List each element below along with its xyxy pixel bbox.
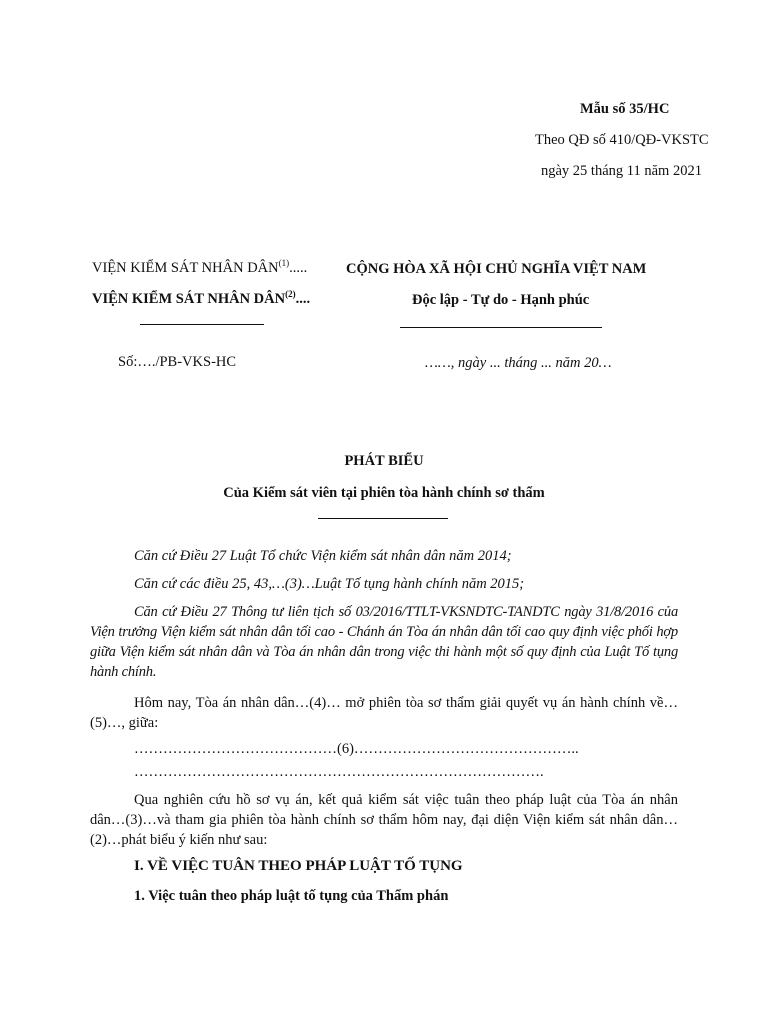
basis-text-2: Căn cứ các điều 25, 43,…(3)…Luật Tố tụng hành chính năm 2015;: [134, 576, 525, 592]
agency-line-2-text: VIỆN KIỂM SÁT NHÂN DÂN: [92, 291, 286, 307]
place-date: ……, ngày ... tháng ... năm 20…: [425, 355, 612, 371]
agency-line-1-text: VIỆN KIỂM SÁT NHÂN DÂN: [92, 260, 279, 276]
national-title: CỘNG HÒA XÃ HỘI CHỦ NGHĨA VIỆT NAM: [346, 261, 647, 277]
agency-line-2-suffix: ....: [295, 291, 311, 307]
study-paragraph: [90, 790, 678, 850]
right-header-rule: [400, 327, 602, 328]
form-number: Mẫu số 35/HC: [580, 101, 670, 117]
intro-paragraph: [90, 693, 678, 733]
agency-line-1: [92, 260, 307, 277]
parties-dots-line-1: ……………………………………(6)………………………………………..: [134, 741, 579, 757]
agency-line-1-suffix: .....: [289, 260, 308, 276]
basis-line-2: [90, 574, 678, 594]
basis-line-1: [90, 546, 678, 566]
document-number: Số:…./PB-VKS-HC: [118, 354, 237, 370]
decision-reference: Theo QĐ số 410/QĐ-VKSTC: [535, 132, 709, 148]
agency-line-2: [92, 291, 310, 308]
note-marker-2: (2): [285, 289, 296, 299]
note-marker-1: (1): [278, 258, 290, 268]
parties-dots-line-2: ………………………………………………………………………….: [134, 764, 544, 780]
section-heading-1: I. VỀ VIỆC TUÂN THEO PHÁP LUẬT TỐ TỤNG: [134, 858, 463, 874]
decision-date: ngày 25 tháng 11 năm 2021: [541, 163, 702, 179]
basis-text-3: Căn cứ Điều 27 Thông tư liên tịch số 03/2016/TTLT-VKSNDTC-TANDTC ngày 31/8/2016 của Viện trưởng Viện kiểm sát nhân dân tối cao - Chánh án Tòa án nhân dân tối cao quy định việc phối hợp giữa Viện kiểm sát nhân dân và Tòa án nhân dân trong việc thi hành một số quy định của Luật Tố tụng hành chính.: [90, 604, 678, 680]
intro-text: Hôm nay, Tòa án nhân dân…(4)… mở phiên tòa sơ thẩm giải quyết vụ án hành chính về…(5)…, giữa:: [90, 695, 678, 731]
document-title: PHÁT BIỂU: [344, 453, 424, 469]
document-subtitle: Của Kiểm sát viên tại phiên tòa hành chính sơ thẩm: [223, 485, 545, 501]
left-header-rule: [140, 324, 264, 325]
subsection-heading-1-1: 1. Việc tuân theo pháp luật tố tụng của Thẩm phán: [134, 888, 449, 904]
title-rule: [318, 518, 448, 519]
study-text: Qua nghiên cứu hồ sơ vụ án, kết quả kiểm sát việc tuân theo pháp luật của Tòa án nhân dân…(3)…và tham gia phiên tòa hành chính sơ thẩm hôm nay, đại diện Viện kiểm sát nhân dân…(2)…phát biểu ý kiến như sau:: [90, 792, 678, 848]
national-motto: Độc lập - Tự do - Hạnh phúc: [412, 292, 590, 308]
basis-line-3: [90, 602, 678, 682]
basis-text-1: Căn cứ Điều 27 Luật Tổ chức Viện kiểm sát nhân dân năm 2014;: [134, 548, 512, 564]
